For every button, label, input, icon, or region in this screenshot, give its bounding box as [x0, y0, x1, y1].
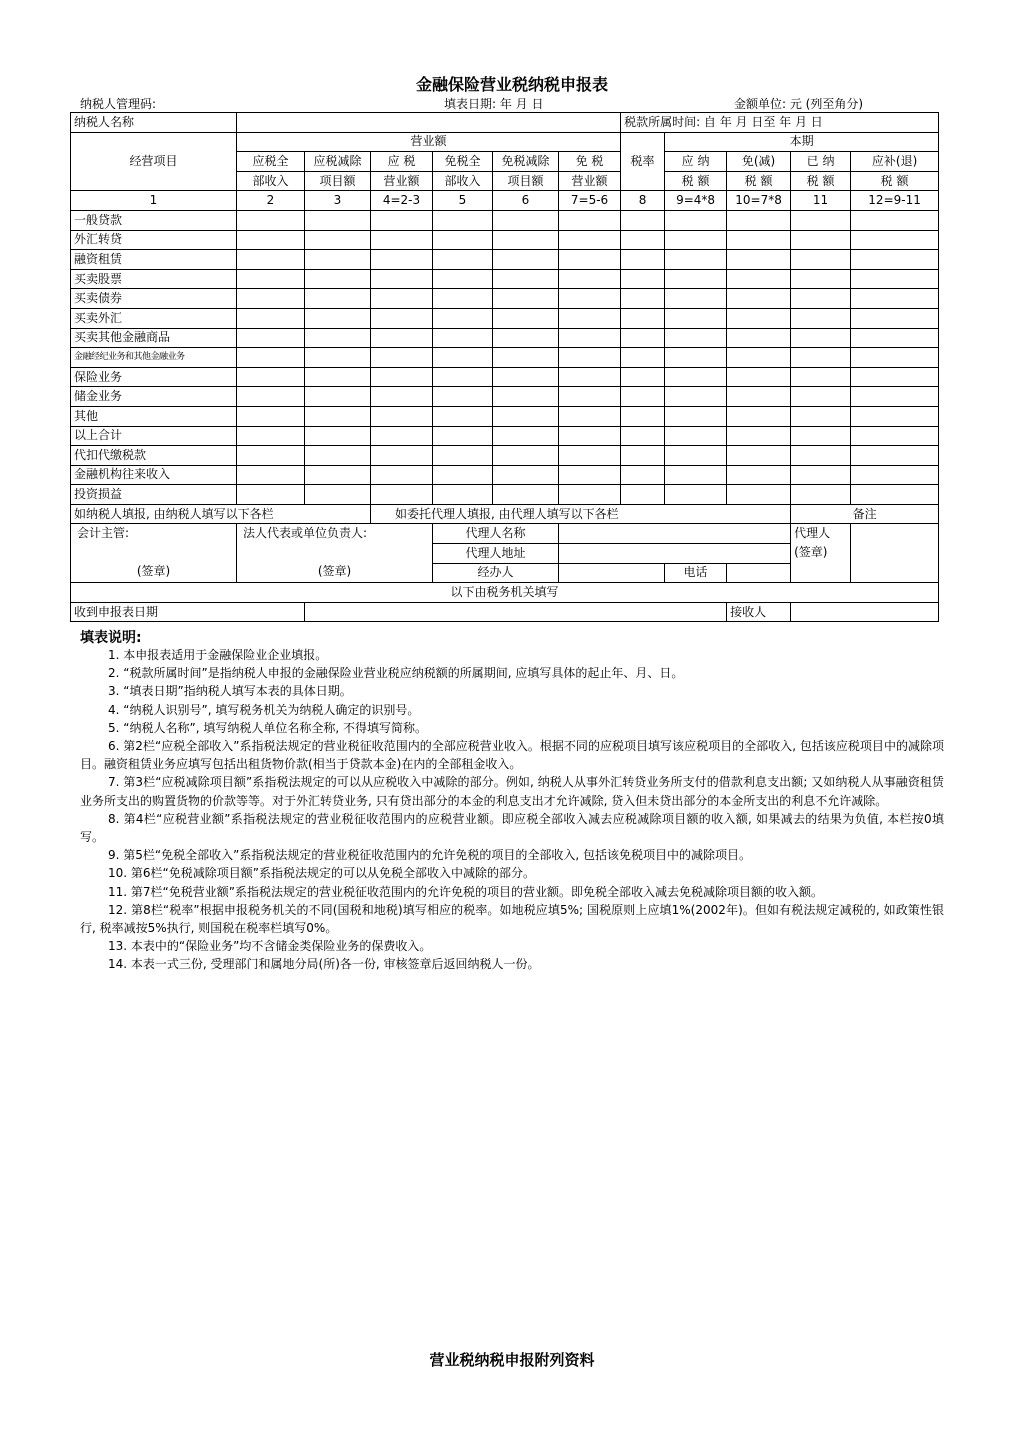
instruction-item: 13. 本表中的“保险业务”均不含储金类保险业务的保费收入。: [108, 939, 432, 954]
amount-cell[interactable]: [433, 328, 493, 348]
amount-cell[interactable]: [371, 348, 433, 368]
amount-cell[interactable]: [851, 250, 939, 270]
accountant-cell: [71, 524, 237, 583]
amount-cell[interactable]: [237, 387, 305, 407]
amount-cell[interactable]: [493, 426, 559, 446]
tax-declaration-table: [70, 112, 939, 622]
amount-cell[interactable]: [305, 465, 371, 485]
amount-cell[interactable]: [851, 485, 939, 505]
amount-cell[interactable]: [791, 348, 851, 368]
instruction-item: 2. “税款所属时间”是指纳税人申报的金融保险业营业税应纳税额的所属期间, 应填写具体的起止年、月、日。: [108, 666, 684, 681]
column-header: 免 税: [559, 152, 621, 172]
amount-unit-label: 金额单位: 元 (列至角分): [734, 97, 864, 111]
agent-filing-note: 如委托代理人填报, 由代理人填写以下各栏: [371, 504, 791, 524]
amount-cell[interactable]: [433, 230, 493, 250]
business-item-label: 买卖外汇: [71, 308, 237, 328]
amount-cell[interactable]: [621, 426, 665, 446]
column-header: 免税全: [433, 152, 493, 172]
amount-cell[interactable]: [433, 446, 493, 466]
column-number: 4=2-3: [371, 191, 433, 211]
form-meta: [76, 95, 938, 111]
fill-date-label: 填表日期: 年 月 日: [444, 97, 544, 111]
amount-cell[interactable]: [433, 250, 493, 270]
amount-cell[interactable]: [493, 485, 559, 505]
amount-cell[interactable]: [237, 367, 305, 387]
amount-cell[interactable]: [559, 387, 621, 407]
column-number: 11: [791, 191, 851, 211]
column-header: 免(减): [727, 152, 791, 172]
filling-instructions: [80, 646, 944, 974]
signature-row-1: [71, 524, 939, 544]
amount-cell[interactable]: [665, 465, 727, 485]
table-row: [71, 269, 939, 289]
instruction-item: 11. 第7栏“免税营业额”系指税法规定的营业税征收范围内的允许免税的项目的营业额。即免税全部收入减去免税减除项目额的收入额。: [108, 884, 823, 899]
amount-cell[interactable]: [237, 269, 305, 289]
column-header: 应税全: [237, 152, 305, 172]
amount-cell[interactable]: [371, 446, 433, 466]
amount-cell[interactable]: [493, 210, 559, 230]
amount-cell[interactable]: [433, 387, 493, 407]
amount-cell[interactable]: [727, 308, 791, 328]
amount-cell[interactable]: [791, 485, 851, 505]
column-number: 2: [237, 191, 305, 211]
amount-cell[interactable]: [371, 289, 433, 309]
amount-cell[interactable]: [237, 250, 305, 270]
instruction-item: 3. “填表日期”指纳税人填写本表的具体日期。: [108, 684, 352, 699]
amount-cell[interactable]: [791, 406, 851, 426]
amount-cell[interactable]: [237, 446, 305, 466]
column-header: 免税减除: [493, 152, 559, 172]
amount-cell[interactable]: [237, 230, 305, 250]
amount-cell[interactable]: [305, 446, 371, 466]
amount-cell[interactable]: [237, 328, 305, 348]
amount-cell[interactable]: [237, 289, 305, 309]
amount-cell[interactable]: [727, 269, 791, 289]
amount-cell[interactable]: [851, 348, 939, 368]
amount-cell[interactable]: [791, 446, 851, 466]
business-item-label: 买卖其他金融商品: [71, 328, 237, 348]
amount-cell[interactable]: [371, 426, 433, 446]
column-number: 10=7*8: [727, 191, 791, 211]
business-item-header: 经营项目: [71, 132, 237, 191]
amount-cell[interactable]: [791, 465, 851, 485]
amount-cell[interactable]: [493, 289, 559, 309]
business-item-label: 代扣代缴税款: [71, 446, 237, 466]
amount-cell[interactable]: [371, 465, 433, 485]
amount-cell[interactable]: [665, 348, 727, 368]
amount-cell[interactable]: [851, 426, 939, 446]
amount-cell[interactable]: [621, 250, 665, 270]
amount-cell[interactable]: [791, 387, 851, 407]
instruction-item: 10. 第6栏“免税减除项目额”系指税法规定的可以从免税全部收入中减除的部分。: [108, 866, 535, 881]
agent-address-label: 代理人地址: [433, 544, 559, 564]
amount-cell[interactable]: [621, 406, 665, 426]
table-row: [71, 426, 939, 446]
amount-cell[interactable]: [665, 289, 727, 309]
amount-cell[interactable]: [621, 289, 665, 309]
amount-cell[interactable]: [665, 328, 727, 348]
amount-cell[interactable]: [371, 367, 433, 387]
taxpayer-name-row: [71, 113, 939, 133]
amount-cell[interactable]: [371, 269, 433, 289]
amount-cell[interactable]: [305, 289, 371, 309]
amount-cell[interactable]: [433, 485, 493, 505]
business-item-label: 投资损益: [71, 485, 237, 505]
instruction-item: 8. 第4栏“应税营业额”系指税法规定的营业税征收范围内的应税营业额。即应税全部收入减去应税减除项目额的收入额, 如果减去的结果为负值, 本栏按0填写。: [80, 811, 944, 845]
amount-cell[interactable]: [559, 406, 621, 426]
taxpayer-name-field[interactable]: [237, 113, 621, 133]
table-row: [71, 387, 939, 407]
amount-cell[interactable]: [559, 328, 621, 348]
instruction-item: 7. 第3栏“应税减除项目额”系指税法规定的可以从应税收入中减除的部分。例如, 纳税人从事外汇转贷业务所支付的借款利息支出额; 又如纳税人从事融资租赁业务所支出的购置货物的价款等等。对于外汇转贷业务, 只有贷出部分的本金的利息支出才允许减除, 贷入但未贷出部分的本金所支出的利息不允许减除。: [80, 775, 944, 808]
amount-cell[interactable]: [621, 308, 665, 328]
amount-cell[interactable]: [665, 230, 727, 250]
column-header: 税 额: [851, 171, 939, 191]
amount-cell[interactable]: [237, 465, 305, 485]
column-header: 营业额: [559, 171, 621, 191]
column-header: 税 额: [665, 171, 727, 191]
column-header: 应税减除: [305, 152, 371, 172]
amount-cell[interactable]: [665, 269, 727, 289]
amount-cell[interactable]: [371, 210, 433, 230]
business-item-label: 其他: [71, 406, 237, 426]
amount-cell[interactable]: [559, 465, 621, 485]
table-row: [71, 210, 939, 230]
amount-cell[interactable]: [665, 250, 727, 270]
amount-cell[interactable]: [791, 367, 851, 387]
amount-cell[interactable]: [621, 210, 665, 230]
amount-cell[interactable]: [493, 308, 559, 328]
amount-cell[interactable]: [665, 446, 727, 466]
agent-name-label: 代理人名称: [433, 524, 559, 544]
filing-mode-row: [71, 504, 939, 524]
amount-cell[interactable]: [727, 250, 791, 270]
amount-cell[interactable]: [237, 426, 305, 446]
amount-cell[interactable]: [371, 328, 433, 348]
tax-rate-header: 税率: [621, 132, 665, 191]
amount-cell[interactable]: [305, 230, 371, 250]
amount-cell[interactable]: [237, 308, 305, 328]
amount-cell[interactable]: [433, 406, 493, 426]
amount-cell[interactable]: [851, 387, 939, 407]
amount-cell[interactable]: [621, 367, 665, 387]
column-number: 9=4*8: [665, 191, 727, 211]
amount-cell[interactable]: [305, 406, 371, 426]
amount-cell[interactable]: [727, 210, 791, 230]
column-number-row: [71, 191, 939, 211]
amount-cell[interactable]: [727, 328, 791, 348]
amount-cell[interactable]: [851, 269, 939, 289]
amount-cell[interactable]: [665, 426, 727, 446]
amount-cell[interactable]: [559, 269, 621, 289]
amount-cell[interactable]: [493, 387, 559, 407]
amount-cell[interactable]: [433, 348, 493, 368]
amount-cell[interactable]: [305, 367, 371, 387]
amount-cell[interactable]: [305, 485, 371, 505]
amount-cell[interactable]: [559, 289, 621, 309]
remarks-field[interactable]: [851, 524, 939, 583]
column-number: 3: [305, 191, 371, 211]
amount-cell[interactable]: [237, 210, 305, 230]
appendix-title: 营业税纳税申报附列资料: [429, 1351, 595, 1369]
amount-cell[interactable]: [851, 465, 939, 485]
phone-field[interactable]: [727, 563, 791, 583]
agent-name-field[interactable]: [559, 524, 791, 544]
amount-cell[interactable]: [727, 289, 791, 309]
amount-cell[interactable]: [237, 348, 305, 368]
amount-cell[interactable]: [237, 485, 305, 505]
amount-cell[interactable]: [559, 230, 621, 250]
amount-cell[interactable]: [493, 348, 559, 368]
received-date-label: 收到申报表日期: [71, 602, 305, 622]
amount-cell[interactable]: [851, 210, 939, 230]
amount-cell[interactable]: [559, 367, 621, 387]
legal-rep-seal: (签章): [317, 564, 352, 579]
table-row: [71, 465, 939, 485]
amount-cell[interactable]: [851, 289, 939, 309]
instruction-item: 12. 第8栏“税率”根据申报税务机关的不同(国税和地税)填写相应的税率。如地税应填5%; 国税原则上应填1%(2002年)。但如有税法规定减税的, 如政策性银行, 税率减按5%执行, 则国税在税率栏填写0%。: [80, 902, 944, 936]
amount-cell[interactable]: [727, 446, 791, 466]
table-row: [71, 250, 939, 270]
revenue-group-header: 营业额: [237, 132, 621, 152]
tax-period-label: 税款所属时间: 自 年 月 日至 年 月 日: [621, 113, 939, 133]
column-header: 部收入: [433, 171, 493, 191]
amount-cell[interactable]: [665, 387, 727, 407]
amount-cell[interactable]: [493, 269, 559, 289]
table-row: [71, 289, 939, 309]
table-row: [71, 348, 939, 368]
amount-cell[interactable]: [791, 250, 851, 270]
amount-cell[interactable]: [305, 308, 371, 328]
amount-cell[interactable]: [727, 406, 791, 426]
amount-cell[interactable]: [851, 308, 939, 328]
amount-cell[interactable]: [433, 308, 493, 328]
legal-rep-cell: [237, 524, 433, 583]
amount-cell[interactable]: [727, 426, 791, 446]
column-number: 12=9-11: [851, 191, 939, 211]
amount-cell[interactable]: [621, 465, 665, 485]
accountant-seal: (签章): [136, 564, 171, 579]
business-item-label: 融资租赁: [71, 250, 237, 270]
column-header: 已 纳: [791, 152, 851, 172]
amount-cell[interactable]: [371, 250, 433, 270]
table-row: [71, 230, 939, 250]
agent-address-field[interactable]: [559, 544, 791, 564]
business-item-label: 一般贷款: [71, 210, 237, 230]
amount-cell[interactable]: [433, 426, 493, 446]
amount-cell[interactable]: [851, 446, 939, 466]
amount-cell[interactable]: [727, 485, 791, 505]
column-number: 1: [71, 191, 237, 211]
taxpayer-code-label: 纳税人管理码:: [80, 97, 157, 111]
amount-cell[interactable]: [433, 210, 493, 230]
business-item-label: 买卖股票: [71, 269, 237, 289]
instruction-item: 1. 本申报表适用于金融保险业企业填报。: [108, 648, 328, 662]
amount-cell[interactable]: [665, 367, 727, 387]
amount-cell[interactable]: [559, 348, 621, 368]
column-number: 8: [621, 191, 665, 211]
amount-cell[interactable]: [727, 348, 791, 368]
agent-seal-cell: [791, 524, 851, 583]
instruction-item: 6. 第2栏“应税全部收入”系指税法规定的营业税征收范围内的全部应税营业收入。根据不同的应税项目填写该应税项目的全部收入, 包括该应税项目中的减除项目。融资租赁业务应填写包括出租货物价款(相当于贷款本金)在内的全部租金收入。: [80, 739, 944, 772]
amount-cell[interactable]: [305, 269, 371, 289]
amount-cell[interactable]: [559, 308, 621, 328]
amount-cell[interactable]: [621, 348, 665, 368]
amount-cell[interactable]: [559, 485, 621, 505]
amount-cell[interactable]: [237, 406, 305, 426]
amount-cell[interactable]: [493, 328, 559, 348]
amount-cell[interactable]: [665, 485, 727, 505]
remarks-label: 备注: [791, 504, 939, 524]
receiver-field[interactable]: [791, 602, 939, 622]
agent-seal-mark: (签章): [794, 545, 828, 560]
amount-cell[interactable]: [791, 308, 851, 328]
table-row: [71, 485, 939, 505]
table-row: [71, 308, 939, 328]
amount-cell[interactable]: [727, 465, 791, 485]
amount-cell[interactable]: [371, 406, 433, 426]
amount-cell[interactable]: [493, 230, 559, 250]
amount-cell[interactable]: [371, 387, 433, 407]
amount-cell[interactable]: [433, 367, 493, 387]
amount-cell[interactable]: [305, 328, 371, 348]
instruction-item: 4. “纳税人识别号”, 填写税务机关为纳税人确定的识别号。: [108, 702, 420, 717]
table-row: [71, 446, 939, 466]
amount-cell[interactable]: [665, 406, 727, 426]
column-number: 7=5-6: [559, 191, 621, 211]
taxpayer-name-label: 纳税人名称: [71, 113, 237, 133]
amount-cell[interactable]: [791, 289, 851, 309]
column-header: 应补(退): [851, 152, 939, 172]
amount-cell[interactable]: [305, 426, 371, 446]
table-row: [71, 367, 939, 387]
amount-cell[interactable]: [559, 210, 621, 230]
amount-cell[interactable]: [621, 387, 665, 407]
group-header-row: [71, 132, 939, 152]
amount-cell[interactable]: [727, 367, 791, 387]
amount-cell[interactable]: [621, 269, 665, 289]
accountant-label: 会计主管:: [77, 526, 130, 541]
amount-cell[interactable]: [371, 308, 433, 328]
amount-cell[interactable]: [621, 328, 665, 348]
agent-seal-label: 代理人: [794, 526, 831, 541]
amount-cell[interactable]: [791, 269, 851, 289]
received-date-field[interactable]: [305, 602, 727, 622]
amount-cell[interactable]: [559, 250, 621, 270]
business-item-label: 金融经纪业务和其他金融业务: [71, 348, 237, 368]
amount-cell[interactable]: [851, 328, 939, 348]
amount-cell[interactable]: [305, 210, 371, 230]
amount-cell[interactable]: [305, 250, 371, 270]
amount-cell[interactable]: [791, 328, 851, 348]
self-filing-note: 如纳税人填报, 由纳税人填写以下各栏: [71, 504, 371, 524]
business-item-label: 以上合计: [71, 426, 237, 446]
amount-cell[interactable]: [493, 250, 559, 270]
amount-cell[interactable]: [851, 230, 939, 250]
amount-cell[interactable]: [559, 446, 621, 466]
amount-cell[interactable]: [305, 387, 371, 407]
business-item-label: 买卖债券: [71, 289, 237, 309]
amount-cell[interactable]: [851, 367, 939, 387]
instruction-item: 5. “纳税人名称”, 填写纳税人单位名称全称, 不得填写简称。: [108, 720, 427, 735]
column-header: 项目额: [305, 171, 371, 191]
column-number: 6: [493, 191, 559, 211]
amount-cell[interactable]: [371, 485, 433, 505]
table-row: [71, 328, 939, 348]
handler-field[interactable]: [559, 563, 665, 583]
amount-cell[interactable]: [791, 426, 851, 446]
column-header: 税 额: [727, 171, 791, 191]
amount-cell[interactable]: [493, 446, 559, 466]
amount-cell[interactable]: [621, 230, 665, 250]
current-period-header: 本期: [665, 132, 939, 152]
amount-cell[interactable]: [665, 308, 727, 328]
instruction-item: 14. 本表一式三份, 受理部门和属地分局(所)各一份, 审核签章后返回纳税人一份。: [108, 957, 540, 972]
amount-cell[interactable]: [727, 387, 791, 407]
amount-cell[interactable]: [727, 230, 791, 250]
tax-office-section-label: 以下由税务机关填写: [71, 583, 939, 603]
amount-cell[interactable]: [791, 210, 851, 230]
table-row: [71, 406, 939, 426]
column-header: 应 纳: [665, 152, 727, 172]
amount-cell[interactable]: [305, 348, 371, 368]
handler-label: 经办人: [433, 563, 559, 583]
notes-title: 填表说明:: [80, 630, 142, 646]
amount-cell[interactable]: [791, 230, 851, 250]
amount-cell[interactable]: [433, 289, 493, 309]
amount-cell[interactable]: [493, 465, 559, 485]
amount-cell[interactable]: [493, 367, 559, 387]
business-item-label: 金融机构往来收入: [71, 465, 237, 485]
amount-cell[interactable]: [851, 406, 939, 426]
column-header: 营业额: [371, 171, 433, 191]
amount-cell[interactable]: [621, 446, 665, 466]
column-header: 部收入: [237, 171, 305, 191]
instruction-item: 9. 第5栏“免税全部收入”系指税法规定的营业税征收范围内的允许免税的项目的全部收入, 包括该免税项目中的减除项目。: [108, 848, 751, 863]
amount-cell[interactable]: [493, 406, 559, 426]
legal-rep-label: 法人代表或单位负责人:: [243, 526, 368, 541]
received-row: [71, 602, 939, 622]
column-header: 税 额: [791, 171, 851, 191]
business-item-label: 储金业务: [71, 387, 237, 407]
form-title: 金融保险营业税纳税申报表: [415, 75, 608, 94]
amount-cell[interactable]: [665, 210, 727, 230]
amount-cell[interactable]: [559, 426, 621, 446]
business-item-label: 保险业务: [71, 367, 237, 387]
phone-label: 电话: [665, 563, 727, 583]
tax-office-section-row: [71, 583, 939, 603]
amount-cell[interactable]: [621, 485, 665, 505]
receiver-label: 接收人: [727, 602, 791, 622]
amount-cell[interactable]: [433, 269, 493, 289]
column-number: 5: [433, 191, 493, 211]
amount-cell[interactable]: [433, 465, 493, 485]
business-item-label: 外汇转贷: [71, 230, 237, 250]
column-header: 应 税: [371, 152, 433, 172]
column-header: 项目额: [493, 171, 559, 191]
amount-cell[interactable]: [371, 230, 433, 250]
